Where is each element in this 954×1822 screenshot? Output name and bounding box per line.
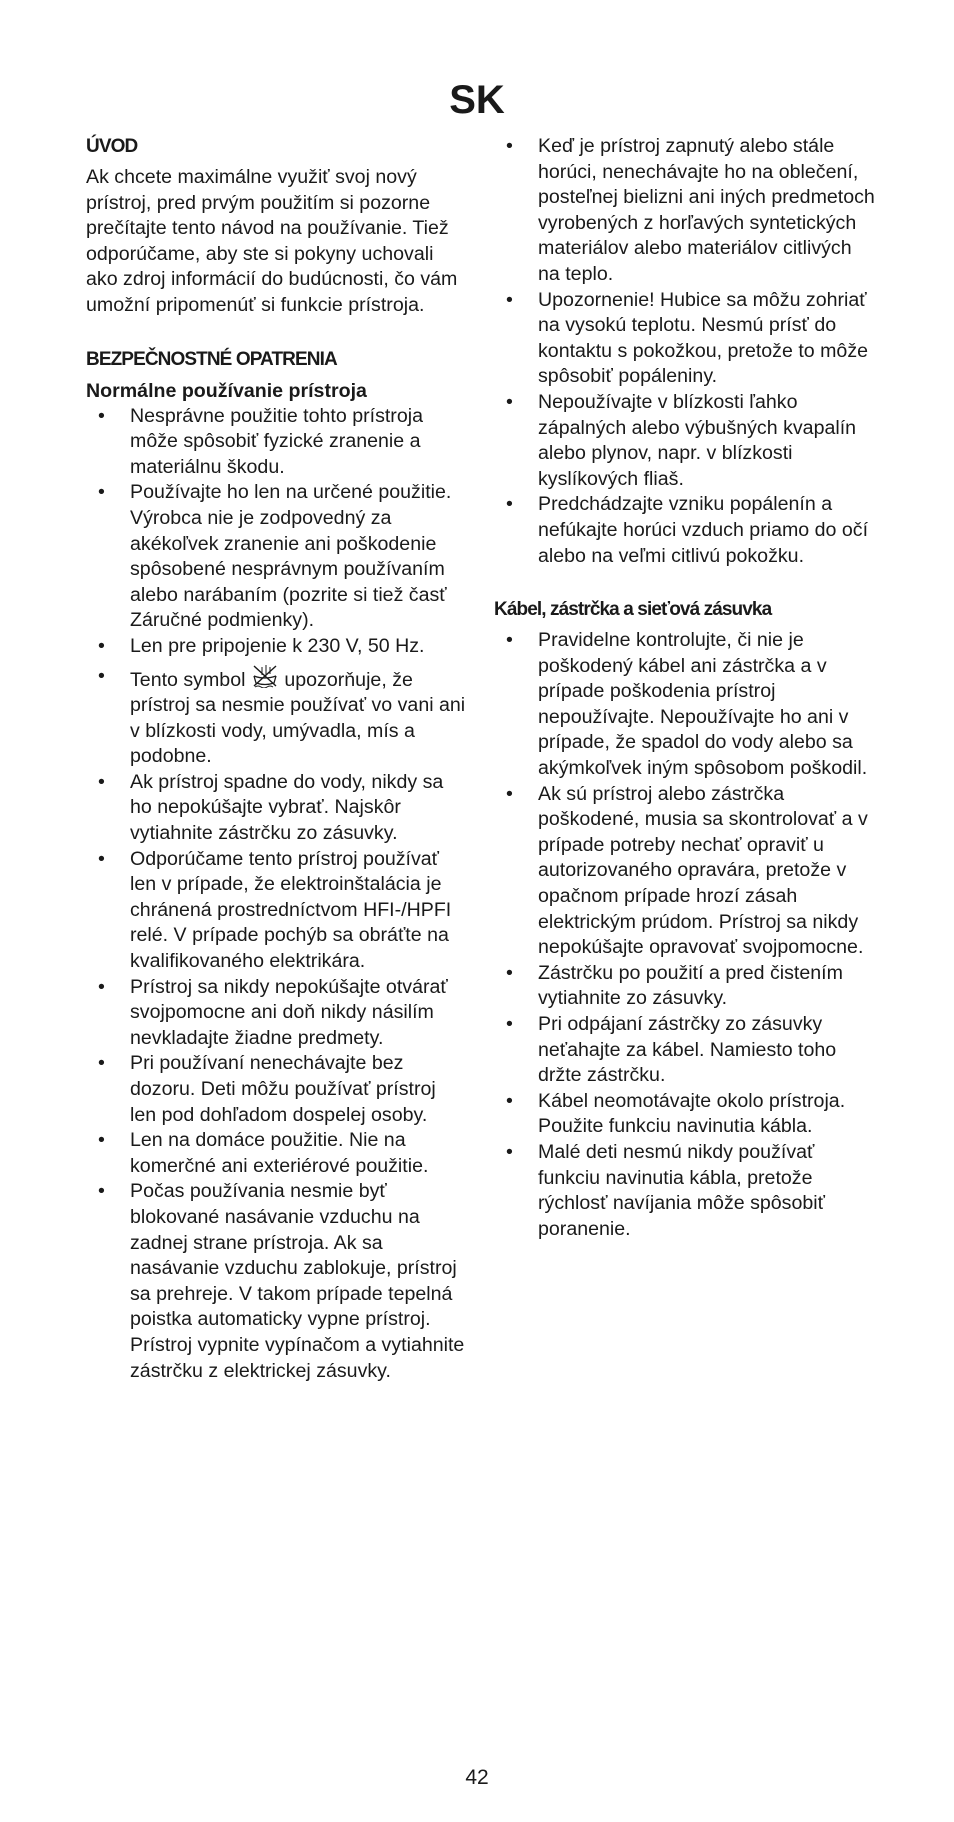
list-item: • Pri používaní nenechávajte bez dozoru. Deti môžu používať prístroj len pod dohľadom dospelej osoby. [86, 1051, 466, 1128]
list-item: • Používajte ho len na určené použitie. Výrobca nie je zodpovedný za akékoľvek zranenie ani poškodenie spôsobené nesprávnym používaním alebo narábaním (pozrite si tiež časť Záručné podmienky). [86, 480, 466, 634]
list-item: • Kábel neomotávajte okolo prístroja. Použite funkciu navinutia kábla. [494, 1089, 876, 1140]
list-item: • Ak sú prístroj alebo zástrčka poškodené, musia sa skontrolovať a v prípade potreby nechať opraviť u autorizovaného opravára, pretože v opačnom prípade hrozí zásah elektrickým prúdom. Prístroj sa nikdy nepokúšajte opravovať svojpomocne. [494, 782, 876, 961]
list-item: • Ak prístroj spadne do vody, nikdy sa ho nepokúšajte vybrať. Najskôr vytiahnite zástrčku zo zásuvky. [86, 770, 466, 847]
list-item: • Odporúčame tento prístroj používať len v prípade, že elektroinštalácia je chránená prostredníctvom HFI-/HPFI relé. V prípade pochýb sa obráťte na kvalifikovaného elektrikára. [86, 847, 466, 975]
list-item: • Len na domáce použitie. Nie na komerčné ani exteriérové použitie. [86, 1128, 466, 1179]
intro-text: Ak chcete maximálne využiť svoj nový prístroj, pred prvým použitím si pozorne prečítajte tento návod na používanie. Tiež odporúčame, aby ste si pokyny uchovali ako zdroj informácií do budúcnosti, čo vám umožní pripomenúť si funkcie prístroja. [86, 166, 458, 316]
safety-list-continued [494, 134, 876, 569]
list-item: • Pravidelne kontrolujte, či nie je poškodený kábel ani zástrčka a v prípade poškodenia prístroj nepoužívajte. Nepoužívajte ho ani v prípade, že spadol do vody alebo sa akýmkoľvek iným spôsobom poškodil. [494, 628, 876, 782]
list-item: • Upozornenie! Hubice sa môžu zohriať na vysokú teplotu. Nesmú prísť do kontaktu s pokožkou, pretože to môže spôsobiť popáleniny. [494, 288, 876, 390]
list-item: • Predchádzajte vzniku popálenín a nefúkajte horúci vzduch priamo do očí alebo na veľmi citlivú pokožku. [494, 492, 876, 569]
list-item: • Zástrčku po použití a pred čistením vytiahnite zo zásuvky. [494, 961, 876, 1012]
page-number: 42 [465, 1766, 489, 1789]
no-water-bath-icon [251, 664, 279, 688]
symbol-text-before: Tento symbol [130, 668, 246, 691]
list-item: • Prístroj sa nikdy nepokúšajte otvárať svojpomocne ani doň nikdy násilím nevkladajte žiadne predmety. [86, 975, 466, 1052]
list-item: • Malé deti nesmú nikdy používať funkciu navinutia kábla, pretože rýchlosť navíjania môže spôsobiť poranenie. [494, 1140, 876, 1242]
list-item: • Pri odpájaní zástrčky zo zásuvky neťahajte za kábel. Namiesto toho držte zástrčku. [494, 1012, 876, 1089]
safety-list [86, 404, 466, 1385]
intro-heading: ÚVOD [86, 136, 138, 157]
right-column [494, 134, 876, 1242]
language-code: SK [449, 78, 505, 122]
safety-heading: BEZPEČNOSTNÉ OPATRENIA [86, 348, 337, 370]
list-item: • Nepoužívajte v blízkosti ľahko zápalných alebo výbušných kvapalín alebo plynov, napr. v blízkosti kyslíkových fliaš. [494, 390, 876, 492]
symbol-text-after: upozorňuje, že prístroj sa nesmie používať vo vani ani v blízkosti vody, umývadla, mís a podobne. [130, 668, 466, 768]
cable-list [494, 628, 876, 1242]
list-item: • Keď je prístroj zapnutý alebo stále horúci, nenechávajte ho na oblečení, posteľnej bielizni ani iných predmetoch vyrobených z horľavých syntetických materiálov alebo materiálov citlivých na teplo. [494, 134, 876, 288]
left-column [86, 134, 466, 1384]
list-item: • Počas používania nesmie byť blokované nasávanie vzduchu na zadnej strane prístroja. Ak sa nasávanie vzduchu zablokuje, prístroj sa prehreje. V takom prípade tepelná poistka automaticky vypne prístroj. Prístroj vypnite vypínačom a vytiahnite zástrčku z elektrickej zásuvky. [86, 1179, 466, 1384]
normal-use-heading: Normálne používanie prístroja [86, 379, 367, 402]
list-item: • Len pre pripojenie k 230 V, 50 Hz. [86, 634, 466, 660]
cable-heading: Kábel, zástrčka a sieťová zásuvka [494, 599, 772, 621]
list-item: • Nesprávne použitie tohto prístroja môže spôsobiť fyzické zranenie a materiálnu škodu. [86, 404, 466, 481]
list-item-symbol [86, 664, 466, 770]
